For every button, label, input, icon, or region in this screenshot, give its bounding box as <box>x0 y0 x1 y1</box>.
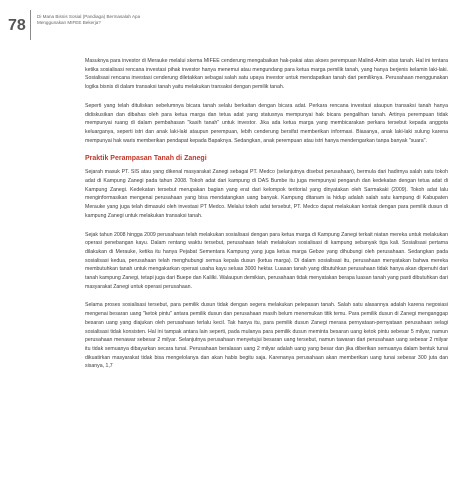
paragraph: Masuknya para investor di Merauke melalui skema MIFEE cenderung mengabaikan hak-pakai atas akses perempuan Malind-Anim atas tanah. Hal ini tentara ketika sosialisasi rencana investasi pihak investor hanya menemui atau mengundang para ketua marga pemilik tanah, yang hanya berjenis kelamin laki-laki. Sosialisasi rencana investasi cenderung diletakkan sebagai salah satu upaya investor untuk mendapatkan tanah dari pemiliknya. Perusahaan menggunakan logika bisnis di dalam transaksi tanah yaitu melakukan transaksi dengan pemilik tanah. <box>85 58 448 91</box>
section-heading: Praktik Perampasan Tanah di Zanegi <box>85 155 207 163</box>
paragraph: Sejak tahun 2008 hingga 2009 perusahaan telah melakukan sosialisasi dengan para ketua marga di Kampung Zanegi terkait niatan mereka untuk melakukan operasi penebangan kayu. Dalam rentang waktu tersebut, perusahaan telah melakukan sosialisasi di kampung sebanyak tiga kali. Sosialisasi pertama dilakukan di Merauke, ketika itu hanya Pejabat Sementara Kampung yang juga ketua marga Gebze yang dihubungi oleh perusahaan. Sedangkan pada sosialisasi kedua, perusahaan telah menghubungi semua kepala dusun (ketua marga). Di dalam sosialisasi itu, perusahaan menyatakan bahwa mereka membutuhkan tanah untuk mengakarkan operasi usaha kayu seluas 3000 hektar. Luasan tanah yang dibutuhkan perusahaan tidak hanya akan dipenuhi dari tanah kampung Zanegi, tetapi juga dari Buepe dan Kalilki. Walaupun demikian, perusahaan tidak menyatakan berapa luasan tanah yang pasti dibutuhkan dari masyarakat Zanegi untuk operasi perusahaan. <box>85 231 448 290</box>
paragraph: Selama proses sosialisasi tersebut, para pemilik dusun tidak dengan segera melakukan pelepasan tanah. Salah satu alasannya adalah karena negosiasi mengenai besaran uang "ketok pintu" antara pemilik dusun dan perusahaan masih belum menemukan titik temu. Para pemilik dusun di Zanegi menganggap besaran uang yang diajukan oleh perusahaan terlalu kecil. Tak hanya itu, para pemilik dusun Zanegi merasa pernyataan-pernyataan perusahaan selagi sosialisasi tidak konsisten. Hal ini tampak antara lain seperti, pada mulanya para pemilik dusun meminta besaran uang ketok pintu sebesar 5 milyar, namun perusahaan menawar sebesar 2 milyar. Selanjutnya perusahaan menyetujui besaran uang tersebut, namun tawaran dari perusahaan uang sebesar 2 milyar itu tidak semuanya dibayarkan secara tunai. Perusahaan beralasan uang 2 milyar adalah uang yang besar dan jika diberikan semuanya dalam bentuk tunai dikuatirkan masyarakat tidak bisa mengelolanya dan akan habis begitu saja. Karenanya perusahaan akan memberikan uang tunai sebesar 300 juta dan sisanya, 1,7 <box>85 302 448 370</box>
page-number: 78 <box>8 17 26 34</box>
running-title-line-2: Menggunakan MIFEE Bekerja? <box>37 20 101 25</box>
paragraph: Seperti yang telah dituliskan sebelumnya bicara tanah selalu berkaitan dengan bicara adat. Perkara rencana investasi ataupun transaksi tanah hanya didiskusikan dan dibahas oleh para ketua marga dan tetua adat yang statusnya mempunyai hak bicara pengalihan tanah. Artinya perempuan tidak mempunyai ruang di dalam pembahasan "kasih tanah" untuk investor. Jika ada ketua marga yang membicarakan perkara tersebut kepada anggota keluarganya, seperti istri dan anak laki-laki ataupun perempuan, lebih cenderung bersifat memberikan informasi. Biasanya, anak laki-laki sulung karena mempunyai hak waris memberikan pendapat kepada Bapaknya. Sedangkan, anak perempuan atau istri hanya mendengarkan tanpa banyak "suara". <box>85 102 448 144</box>
body-text <box>85 57 448 381</box>
running-header <box>37 14 140 26</box>
header-divider <box>30 10 31 40</box>
paragraph: Sejarah masuk PT. SIS atau yang dikenal masyarakat Zanegi sebagai PT. Medco (selanjutnya disebut perusahaan), bermula dari hadirnya salah satu tokoh adat di Kampung Zanegi pada tahun 2008. Tokoh adat dari kampung di DAS Bumbe itu juga mempunyai pengaruh dan kedekatan dengan tetua adat di Kampung Zanegi. Kedekatan tersebut merupakan bagian yang erat dari kelompok teritorial yang dinyatakan oleh Sarmakaki (2009). Tokoh adat lalu menginformasikan mengenai perusahaan yang bisa mendatangkan uang banyak. Kampung ditanam ia hidup adalah salah satu kampung di Kabupaten Merauke yang juga telah dimasuki oleh investasi PT Medco. Melalui tokoh adat tersebut, PT. Medco dapat melakukan kontak dengan para pemilik dusun di kampung Zanegi untuk melakukan transaksi tanah. <box>85 169 448 219</box>
running-title-line-1: Di Mana Bisnis Sosial (Pandiaga) Bermasalah Apa <box>37 14 141 19</box>
